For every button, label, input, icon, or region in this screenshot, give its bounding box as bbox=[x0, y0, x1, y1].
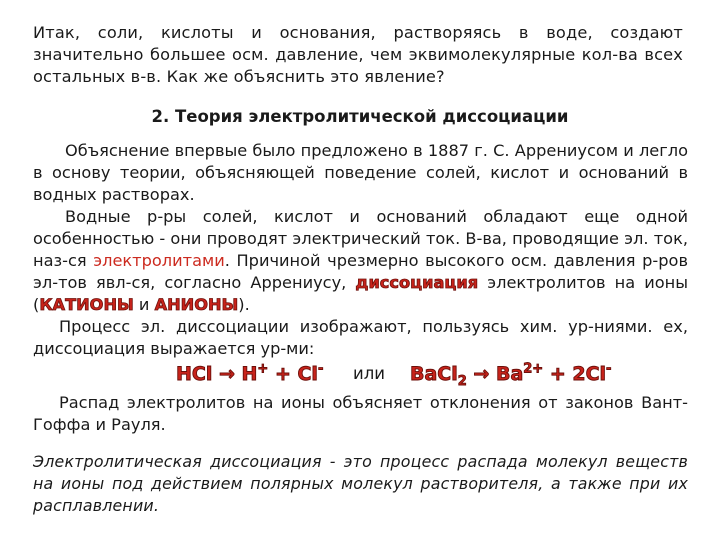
arrhenius-sentence: Объяснение впервые было предложено в 1887 г. С. Аррениусом и легло в основу теории, объясняющей поведение солей, кислот и оснований в водных растворах. bbox=[33, 141, 688, 204]
dissociation-term: диссоциация bbox=[355, 273, 479, 292]
anions-term: АНИОНЫ bbox=[154, 295, 239, 314]
process-sentence: Процесс эл. диссоциации изображают, пользуясь хим. ур-ниями. ех, диссоциация выражается ур-ми: bbox=[33, 317, 688, 358]
vant-hoff-text: Распад электролитов на ионы объясняет отклонения от законов Вант-Гоффа и Рауля. bbox=[33, 393, 688, 434]
conductivity-sentence: Водные р-ры солей, кислот и оснований обладают еще одной особенностью - они проводят электрический ток. В-ва, проводящие эл. ток, наз-ся bbox=[33, 207, 688, 270]
or-text: или bbox=[353, 364, 385, 383]
vant-hoff-paragraph bbox=[33, 392, 688, 436]
section-heading: 2. Теория электролитической диссоциации bbox=[151, 107, 569, 126]
theory-paragraph bbox=[33, 140, 688, 360]
intro-paragraph: Итак, соли, кислоты и основания, растворяясь в воде, создают значительно большее осм. давление, чем эквимолекулярные кол-ва всех остальных в-в. Как же объяснить это явление? bbox=[33, 23, 683, 86]
equations-row bbox=[0, 360, 720, 388]
and-text: и bbox=[133, 295, 155, 314]
definition-paragraph: Электролитическая диссоциация - это процесс распада молекул веществ на ионы под действием полярных молекул растворителя, а также при их расплавлении. bbox=[33, 452, 688, 515]
hcl-equation: HCl → H+ + Cl- bbox=[176, 361, 324, 385]
cations-term: КАТИОНЫ bbox=[39, 295, 134, 314]
osmotic-sentence: . Причиной чрезмерно высокого осм. давления р-ров эл-тов явл-ся, согласно Аррениусу, bbox=[33, 251, 688, 292]
ions-text: электролитов на ионы ( bbox=[33, 273, 688, 314]
close-paren-text: ). bbox=[238, 295, 250, 314]
electrolytes-term: электролитами bbox=[93, 251, 225, 270]
bacl2-equation: BaCl$_2$ → $Ba^{2+} + 2Cl^-$ bbox=[410, 361, 612, 389]
